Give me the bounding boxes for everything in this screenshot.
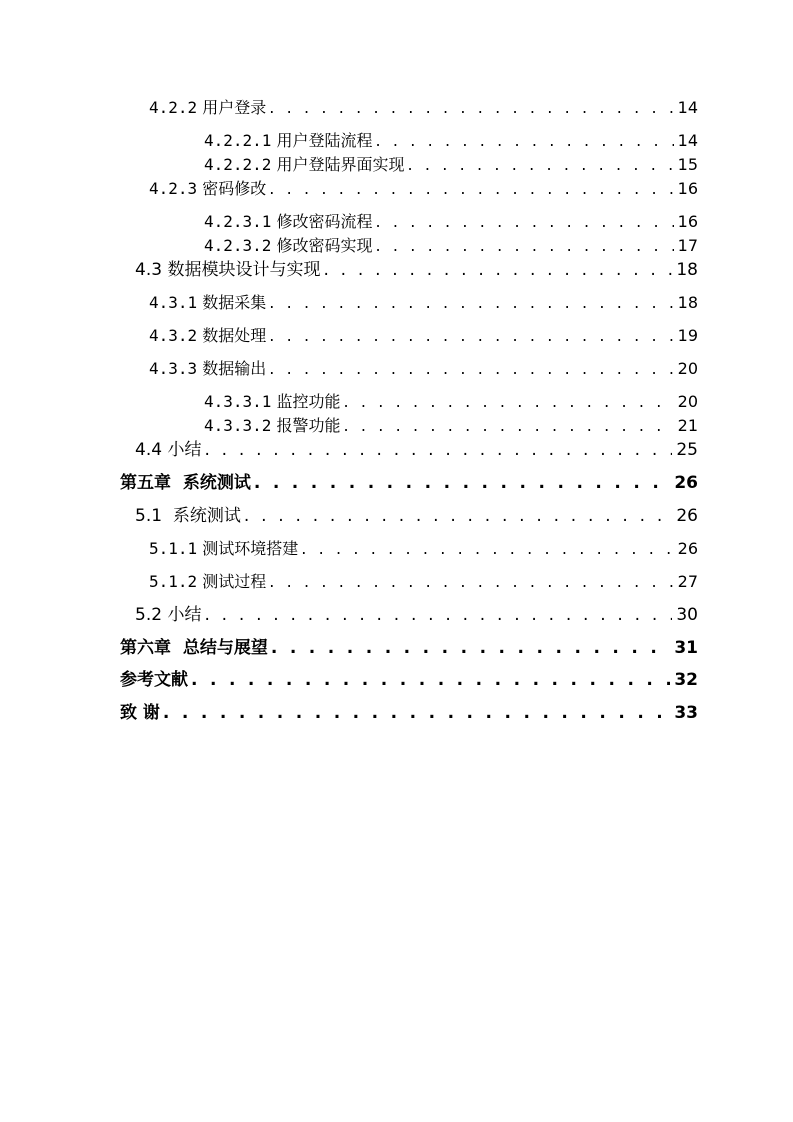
toc-entry-title [149, 291, 269, 315]
toc-entry-text: 修改密码流程 [276, 212, 373, 231]
toc-entry-number: 4.2.3 [149, 179, 198, 198]
toc-entry-references[interactable] [120, 668, 698, 692]
toc-page-number: 33 [674, 703, 698, 723]
toc-entry-text: 参考文献 [120, 670, 188, 690]
toc-entry-number: 5.1.2 [149, 572, 198, 591]
toc-entry-title [204, 390, 344, 414]
toc-page-number: 30 [676, 605, 698, 625]
toc-entry-title [135, 504, 244, 528]
dot-leader [376, 129, 674, 153]
toc-entry-number: 4.2.2.1 [204, 131, 272, 150]
toc-page-number: 27 [677, 572, 698, 591]
toc-entry-text: 监控功能 [276, 392, 341, 411]
toc-entry-title [149, 570, 269, 594]
toc-page-number: 14 [677, 98, 698, 117]
dot-leader [269, 177, 673, 201]
toc-entry-4-3-2[interactable] [149, 324, 698, 348]
toc-entry-text: 数据采集 [202, 293, 267, 312]
toc-entry-text: 数据输出 [202, 359, 267, 378]
toc-entry-text: 用户登陆界面实现 [276, 155, 405, 174]
toc-entry-4-2-3[interactable] [149, 177, 698, 201]
toc-entry-4-3-1[interactable] [149, 291, 698, 315]
toc-entry-title [204, 153, 408, 177]
toc-entry-title [135, 258, 323, 282]
dot-leader [271, 636, 670, 660]
dot-leader [269, 291, 673, 315]
toc-entry-title [149, 324, 269, 348]
dot-leader [376, 210, 674, 234]
toc-entry-number: 4.3.2 [149, 326, 198, 345]
toc-entry-number: 4.2.2 [149, 98, 198, 117]
toc-entry-text: 系统测试 [182, 473, 251, 493]
toc-entry-number: 第五章 [120, 473, 171, 493]
dot-leader [323, 258, 672, 282]
toc-page-number: 18 [676, 260, 698, 280]
toc-page-number: 26 [677, 539, 698, 558]
toc-page-number: 31 [674, 638, 698, 658]
toc-entry-4-3-3-2[interactable] [204, 414, 698, 438]
toc-entry-title [204, 414, 344, 438]
toc-page-number: 15 [677, 155, 698, 174]
toc-page-number: 16 [677, 179, 698, 198]
dot-leader [344, 414, 674, 438]
toc-entry-text: 报警功能 [276, 416, 341, 435]
toc-entry-text: 用户登陆流程 [276, 131, 373, 150]
toc-entry-text: 数据处理 [202, 326, 267, 345]
toc-entry-4-2-2-2[interactable] [204, 153, 698, 177]
toc-entry-number: 4.3.1 [149, 293, 198, 312]
toc-entry-5-1-2[interactable] [149, 570, 698, 594]
toc-entry-number: 4.2.3.2 [204, 236, 272, 255]
dot-leader [204, 603, 672, 627]
toc-entry-number: 4.4 [135, 440, 163, 460]
toc-page-number: 14 [677, 131, 698, 150]
toc-entry-text: 系统测试 [172, 506, 241, 526]
toc-page-number: 19 [677, 326, 698, 345]
toc-entry-5-1-1[interactable] [149, 537, 698, 561]
dot-leader [244, 504, 673, 528]
toc-entry-number: 4.2.2.2 [204, 155, 272, 174]
toc-page-number: 32 [674, 670, 698, 690]
toc-entry-number: 第六章 [120, 638, 171, 658]
toc-entry-number: 5.1.1 [149, 539, 198, 558]
toc-entry-4-2-2-1[interactable] [204, 129, 698, 153]
toc-entry-title [204, 234, 376, 258]
toc-entry-number: 4.2.3.1 [204, 212, 272, 231]
toc-page-number: 20 [677, 359, 698, 378]
toc-entry-text: 修改密码实现 [276, 236, 373, 255]
toc-entry-title [135, 438, 204, 462]
toc-entry-title [149, 537, 301, 561]
toc-entry-number: 4.3.3.2 [204, 416, 272, 435]
toc-entry-chapter-6[interactable] [120, 636, 698, 660]
toc-entry-text: 数据模块设计与实现 [167, 260, 321, 280]
toc-page-number: 25 [676, 440, 698, 460]
toc-entry-4-4[interactable] [135, 438, 698, 462]
toc-entry-title [149, 96, 269, 120]
toc-entry-text: 总结与展望 [182, 638, 268, 658]
toc-entry-text: 密码修改 [202, 179, 267, 198]
toc-entry-title [149, 177, 269, 201]
toc-page-number: 17 [677, 236, 698, 255]
dot-leader [301, 537, 673, 561]
toc-entry-number: 4.3.3.1 [204, 392, 272, 411]
toc-entry-number: 5.1 [135, 506, 163, 526]
dot-leader [344, 390, 674, 414]
toc-page-number: 16 [677, 212, 698, 231]
toc-entry-text: 小结 [167, 440, 202, 460]
toc-entry-acknowledgements[interactable] [120, 701, 698, 725]
toc-entry-text: 致 谢 [120, 703, 160, 723]
toc-entry-4-3[interactable] [135, 258, 698, 282]
dot-leader [408, 153, 674, 177]
dot-leader [376, 234, 674, 258]
toc-entry-4-3-3[interactable] [149, 357, 698, 381]
toc-page-number: 26 [676, 506, 698, 526]
toc-entry-number: 5.2 [135, 605, 163, 625]
toc-entry-title [149, 357, 269, 381]
dot-leader [163, 701, 670, 725]
toc-entry-chapter-5[interactable] [120, 471, 698, 495]
toc-entry-title [135, 603, 204, 627]
toc-entry-4-2-3-1[interactable] [204, 210, 698, 234]
toc-page-number: 21 [677, 416, 698, 435]
toc-entry-text: 测试过程 [202, 572, 267, 591]
toc-entry-title [204, 129, 376, 153]
dot-leader [204, 438, 672, 462]
toc-entry-4-3-3-1[interactable] [204, 390, 698, 414]
toc-entry-title [204, 210, 376, 234]
toc-page-number: 18 [677, 293, 698, 312]
toc-entry-title [120, 701, 163, 725]
toc-entry-title [120, 668, 191, 692]
toc-page-number: 20 [677, 392, 698, 411]
toc-entry-title [120, 471, 254, 495]
toc-entry-4-2-2[interactable] [149, 96, 698, 120]
toc-entry-5-1[interactable] [135, 504, 698, 528]
toc-entry-number: 4.3.3 [149, 359, 198, 378]
toc-entry-5-2[interactable] [135, 603, 698, 627]
dot-leader [269, 570, 673, 594]
toc-page-number: 26 [674, 473, 698, 493]
dot-leader [191, 668, 670, 692]
toc-entry-4-2-3-2[interactable] [204, 234, 698, 258]
toc-entry-text: 用户登录 [202, 98, 267, 117]
dot-leader [269, 357, 673, 381]
toc-entry-number: 4.3 [135, 260, 163, 280]
dot-leader [269, 96, 673, 120]
toc-entry-text: 测试环境搭建 [202, 539, 299, 558]
toc-entry-title [120, 636, 271, 660]
dot-leader [269, 324, 673, 348]
dot-leader [254, 471, 670, 495]
toc-entry-text: 小结 [167, 605, 202, 625]
